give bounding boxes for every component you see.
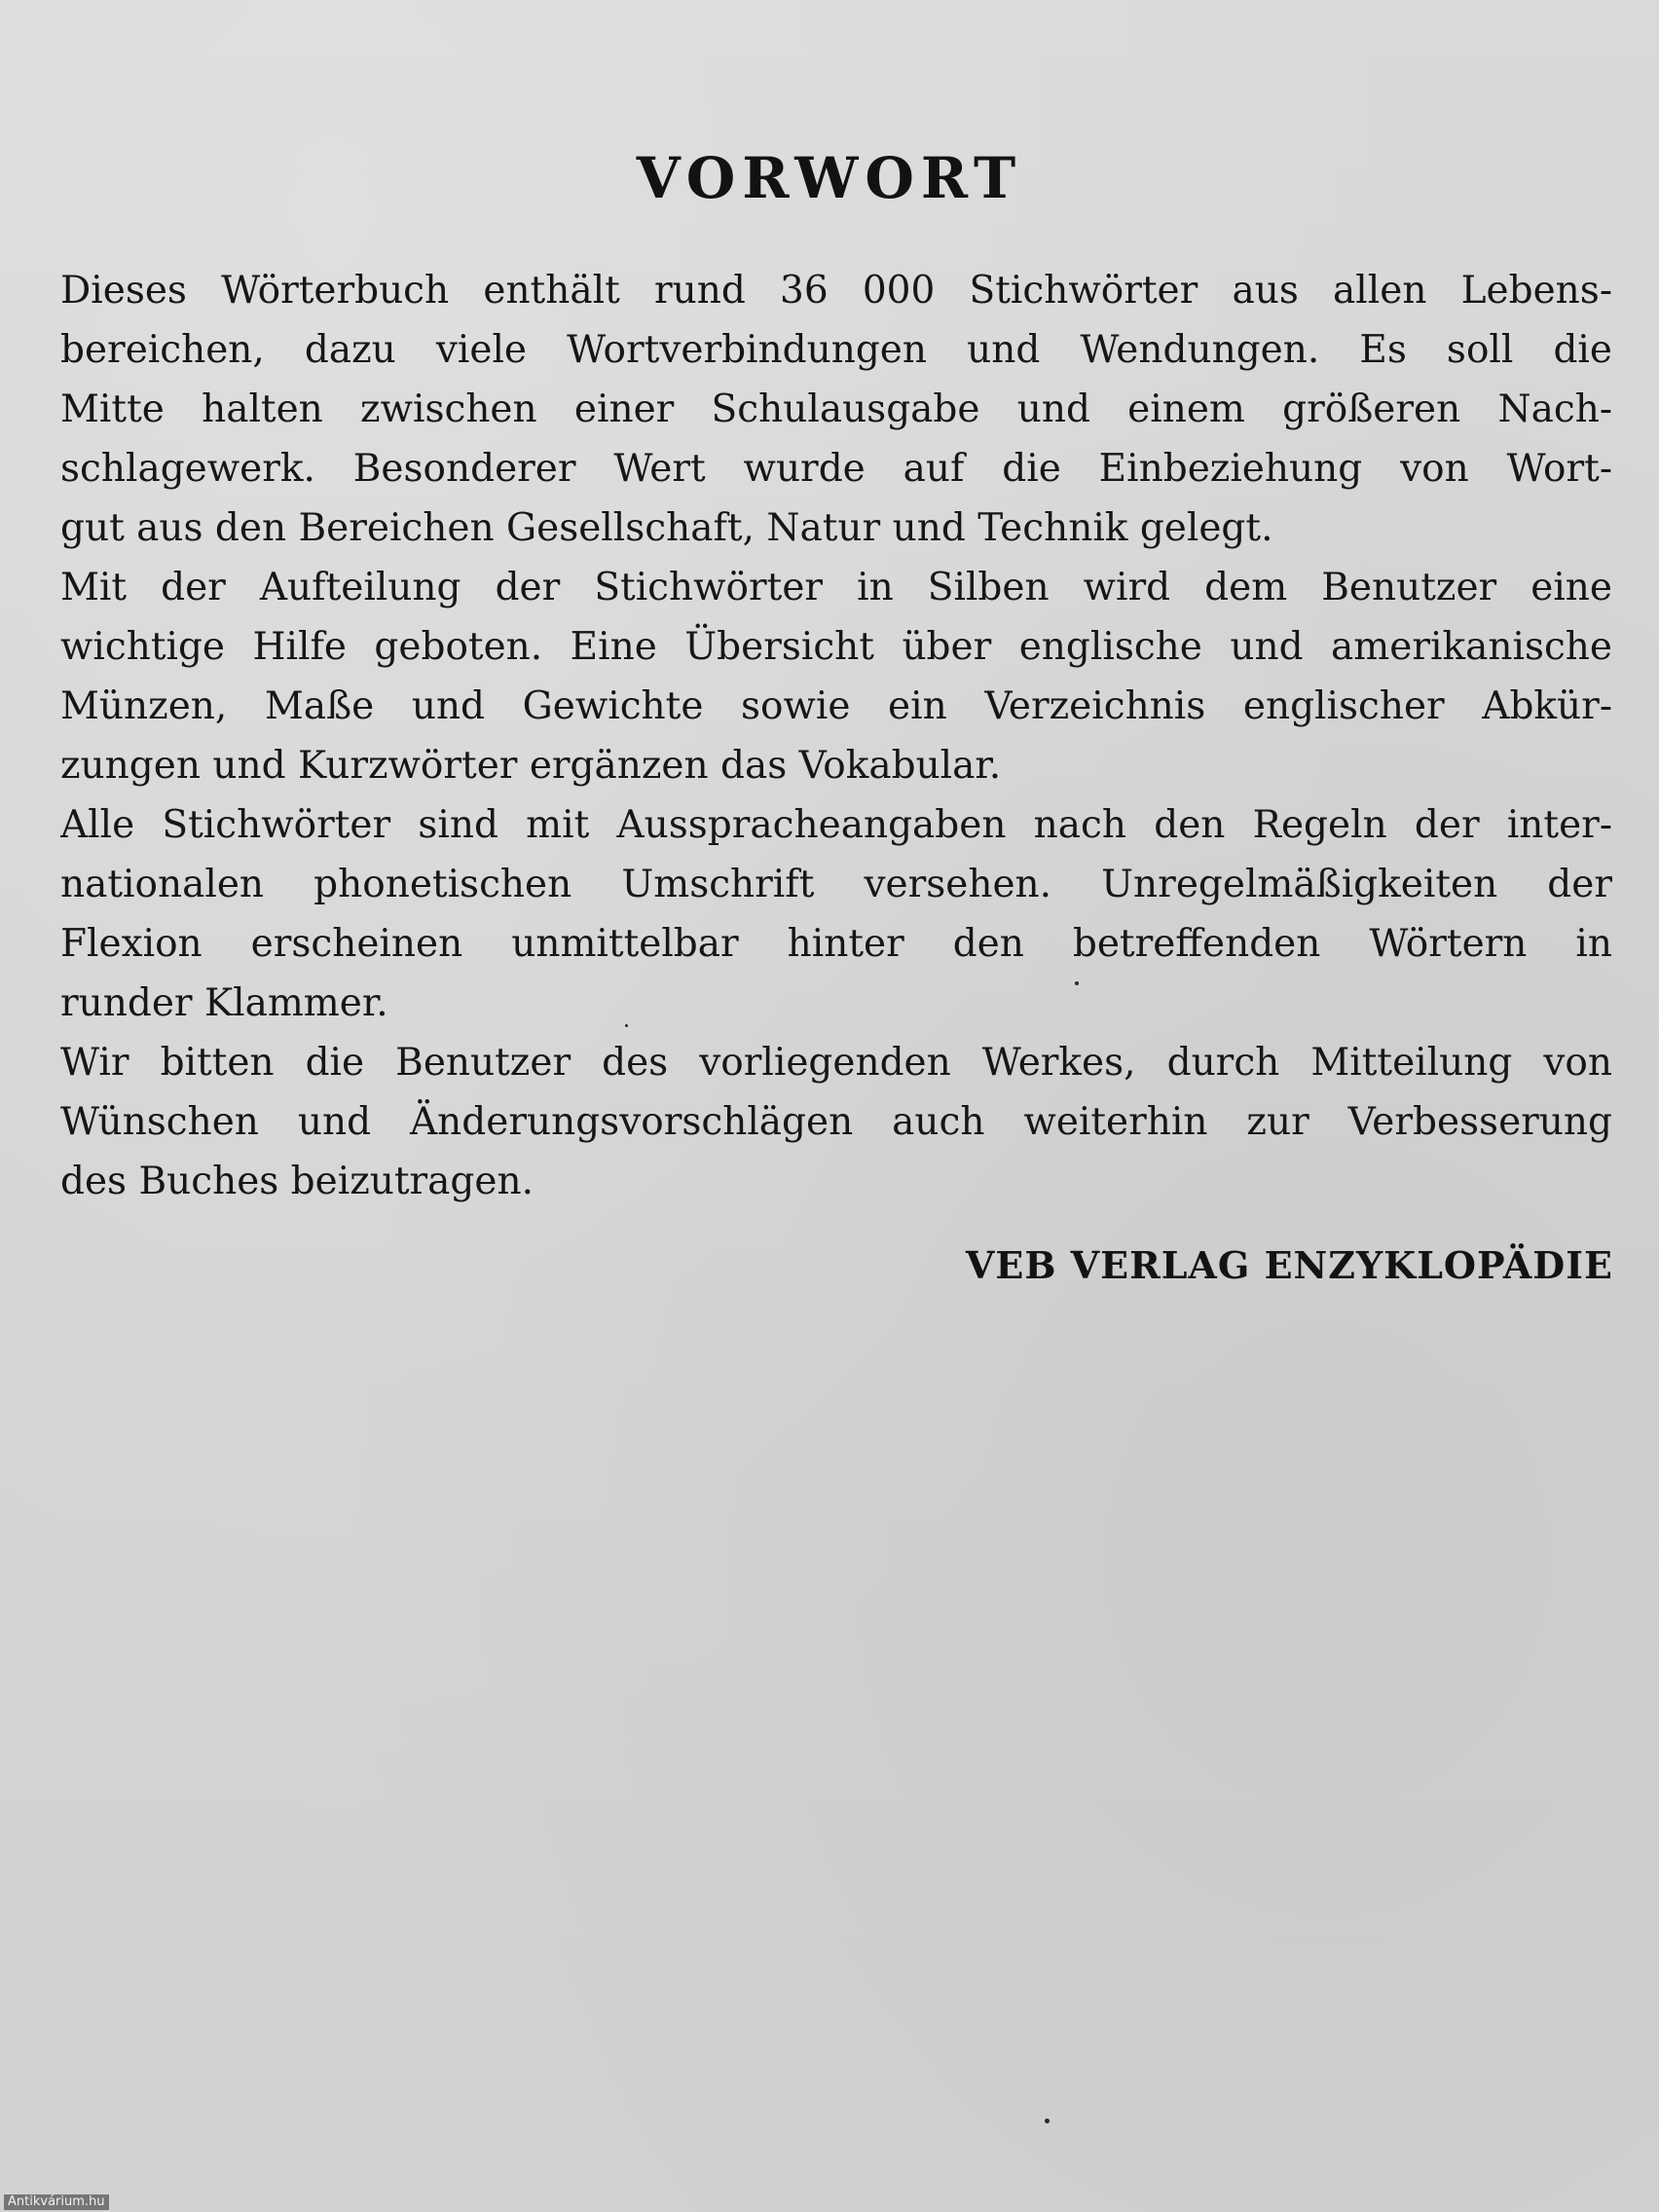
text-line: Wir bitten die Benutzer des vorliegenden Werkes, durch Mitteilung von (60, 1041, 1612, 1085)
text-line: wichtige Hilfe geboten. Eine Übersicht über englische und amerikanische (60, 625, 1612, 669)
text-line: Mitte halten zwischen einer Schulausgabe und einem größeren Nach- (60, 387, 1612, 431)
text-line: Mit der Aufteilung der Stichwörter in Silben wird dem Benutzer eine (60, 566, 1612, 609)
text-line: gut aus den Bereichen Gesellschaft, Natur und Technik gelegt. (60, 506, 1273, 550)
text-line: zungen und Kurzwörter ergänzen das Vokabular. (60, 744, 1002, 788)
text-line: Alle Stichwörter sind mit Ausspracheangaben nach den Regeln der inter- (60, 803, 1612, 847)
text-line: bereichen, dazu viele Wortverbindungen und Wendungen. Es soll die (60, 328, 1612, 372)
paper-speck (1075, 981, 1079, 985)
text-line: des Buches beizutragen. (60, 1160, 534, 1203)
paper-speck (625, 1024, 628, 1027)
text-line: Wünschen und Änderungsvorschlägen auch weiterhin zur Verbesserung (60, 1100, 1612, 1144)
paragraph-2 (60, 558, 1612, 795)
text-line: runder Klammer. (60, 981, 388, 1025)
paper-speck (1045, 2119, 1050, 2123)
text-line: Dieses Wörterbuch enthält rund 36 000 Stichwörter aus allen Lebens- (60, 269, 1612, 313)
page-title: VORWORT (636, 145, 1023, 211)
watermark: Antikvárium.hu (4, 2194, 109, 2210)
paragraph-1 (60, 261, 1612, 558)
paragraph-4 (60, 1033, 1612, 1211)
paragraph-3 (60, 795, 1612, 1033)
publisher-signature: VEB VERLAG ENZYKLOPÄDIE (965, 1243, 1613, 1287)
foreword-body (60, 261, 1612, 1211)
text-line: Flexion erscheinen unmittelbar hinter den betreffenden Wörtern in (60, 922, 1612, 966)
text-line: nationalen phonetischen Umschrift versehen. Unregelmäßigkeiten der (60, 863, 1612, 906)
text-line: schlagewerk. Besonderer Wert wurde auf die Einbeziehung von Wort- (60, 447, 1612, 491)
text-line: Münzen, Maße und Gewichte sowie ein Verzeichnis englischer Abkür- (60, 684, 1612, 728)
